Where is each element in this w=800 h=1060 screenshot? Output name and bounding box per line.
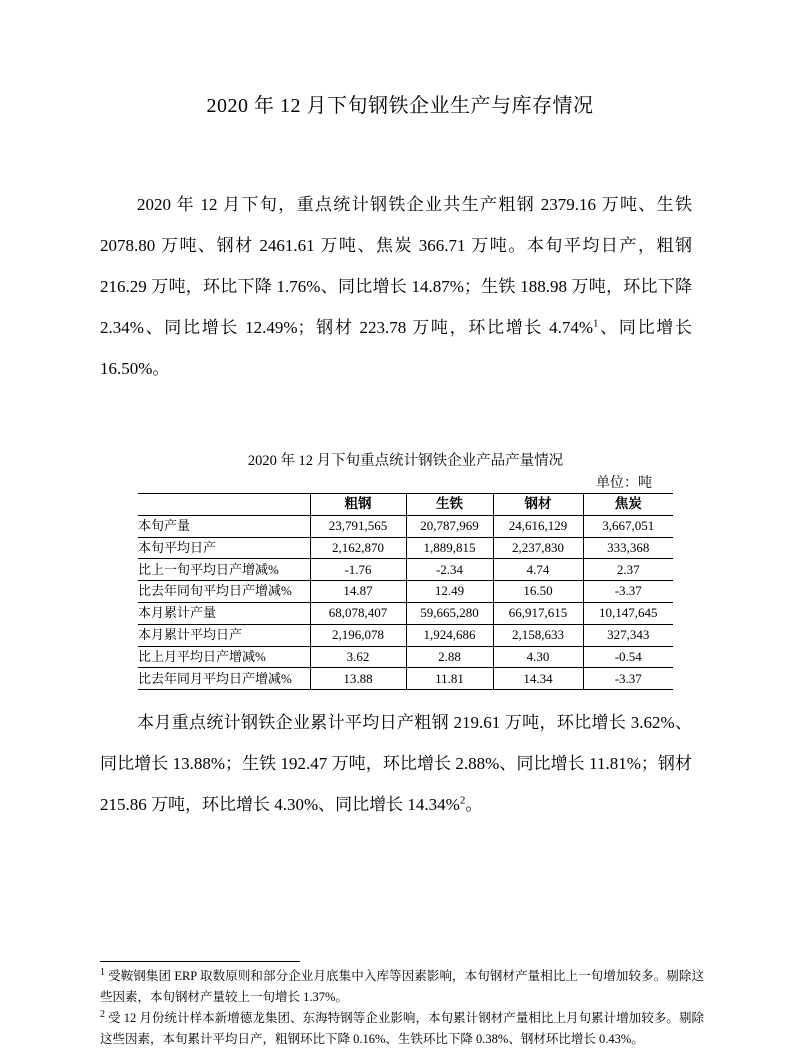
unit-label: 单位：吨 <box>596 476 652 491</box>
cell-value: 2.37 <box>583 559 673 581</box>
table-header-steel-products: 钢材 <box>493 494 583 516</box>
cell-value: 333,368 <box>583 537 673 559</box>
paragraph2-text: 本月重点统计钢铁企业累计平均日产粗钢 219.61 万吨，环比增长 3.62%、同比增长 13.88%；生铁 192.47 万吨，环比增长 2.88%、同比增长 11.81%；钢材 215.86 万吨，环比增长 4.30%、同比增长 14.34% <box>100 713 692 814</box>
table-row <box>138 559 673 581</box>
cell-value: 4.30 <box>493 646 583 668</box>
paragraph1-text-cont: 、同比增长 16.50%。 <box>100 318 693 378</box>
cell-value: 1,889,815 <box>406 537 493 559</box>
row-label: 比去年同月平均日产增减% <box>138 668 310 690</box>
cell-value: 2,196,078 <box>310 624 406 646</box>
production-table <box>138 493 673 690</box>
footnotes-section <box>100 966 704 1050</box>
cell-value: -2.34 <box>406 559 493 581</box>
table-header-empty <box>138 494 310 516</box>
row-label: 比上月平均日产增减% <box>138 646 310 668</box>
cell-value: 24,616,129 <box>493 515 583 537</box>
paragraph-monthly-cumulative <box>100 702 692 825</box>
footnote-2-text: 受 12 月份统计样本新增德龙集团、东海特钢等企业影响，本旬累计钢材产量相比上月旬累计增加较多。剔除这些因素，本旬累计平均日产，粗钢环比下降 0.16%、生铁环比下降 0.38%、钢材环比增长 0.43%。 <box>100 1011 704 1046</box>
table-header-row <box>138 494 673 516</box>
table-row <box>138 581 673 603</box>
cell-value: 59,665,280 <box>406 602 493 624</box>
paragraph-decade-production <box>100 184 692 389</box>
cell-value: 11.81 <box>406 668 493 690</box>
row-label: 比上一旬平均日产增减% <box>138 559 310 581</box>
footnote-separator <box>100 961 300 962</box>
table-caption: 2020 年 12 月下旬重点统计钢铁企业产品产量情况 <box>247 453 564 469</box>
cell-value: 68,078,407 <box>310 602 406 624</box>
footnote-ref-2: 2 <box>459 794 466 807</box>
cell-value: 1,924,686 <box>406 624 493 646</box>
cell-value: 23,791,565 <box>310 515 406 537</box>
footnote-1 <box>100 966 704 1008</box>
cell-value: 14.87 <box>310 581 406 603</box>
cell-value: 4.74 <box>493 559 583 581</box>
table-header-coke: 焦炭 <box>583 494 673 516</box>
cell-value: 3,667,051 <box>583 515 673 537</box>
cell-value: 20,787,969 <box>406 515 493 537</box>
row-label: 本月累计平均日产 <box>138 624 310 646</box>
cell-value: 16.50 <box>493 581 583 603</box>
paragraph2-text-cont: 。 <box>465 795 483 814</box>
cell-value: 12.49 <box>406 581 493 603</box>
table-row <box>138 515 673 537</box>
cell-value: 2,158,633 <box>493 624 583 646</box>
cell-value: -3.37 <box>583 581 673 603</box>
table-header-pig-iron: 生铁 <box>406 494 493 516</box>
footnote-2-marker: 2 <box>100 1008 105 1020</box>
paragraph1-text: 2020 年 12 月下旬，重点统计钢铁企业共生产粗钢 2379.16 万吨、生铁 2078.80 万吨、钢材 2461.61 万吨、焦炭 366.71 万吨。本旬平均日产，粗钢 216.29 万吨，环比下降 1.76%、同比增长 14.87%；生铁 188.98 万吨，环比下降 2.34%、同比增长 12.49%；钢材 223.78 万吨，环比增长 4.74% <box>100 195 692 337</box>
table-row <box>138 646 673 668</box>
table-row <box>138 537 673 559</box>
table-row <box>138 624 673 646</box>
footnote-1-marker: 1 <box>100 966 105 978</box>
cell-value: -3.37 <box>583 668 673 690</box>
cell-value: 327,343 <box>583 624 673 646</box>
row-label: 本旬平均日产 <box>138 537 310 559</box>
footnote-ref-1: 1 <box>593 317 599 330</box>
row-label: 比去年同旬平均日产增减% <box>138 581 310 603</box>
cell-value: 2.88 <box>406 646 493 668</box>
cell-value: 10,147,645 <box>583 602 673 624</box>
cell-value: 14.34 <box>493 668 583 690</box>
table-row <box>138 668 673 690</box>
footnote-1-text: 受鞍钢集团 ERP 取数原则和部分企业月底集中入库等因素影响，本旬钢材产量相比上一旬增加较多。剔除这些因素，本旬钢材产量较上一旬增长 1.37%。 <box>100 969 704 1004</box>
table-header-crude-steel: 粗钢 <box>310 494 406 516</box>
footnote-2 <box>100 1008 704 1050</box>
cell-value: -1.76 <box>310 559 406 581</box>
cell-value: 2,237,830 <box>493 537 583 559</box>
row-label: 本旬产量 <box>138 515 310 537</box>
document-title: 2020 年 12 月下旬钢铁企业生产与库存情况 <box>206 95 594 117</box>
table-row <box>138 602 673 624</box>
cell-value: -0.54 <box>583 646 673 668</box>
cell-value: 66,917,615 <box>493 602 583 624</box>
cell-value: 2,162,870 <box>310 537 406 559</box>
row-label: 本月累计产量 <box>138 602 310 624</box>
cell-value: 3.62 <box>310 646 406 668</box>
cell-value: 13.88 <box>310 668 406 690</box>
